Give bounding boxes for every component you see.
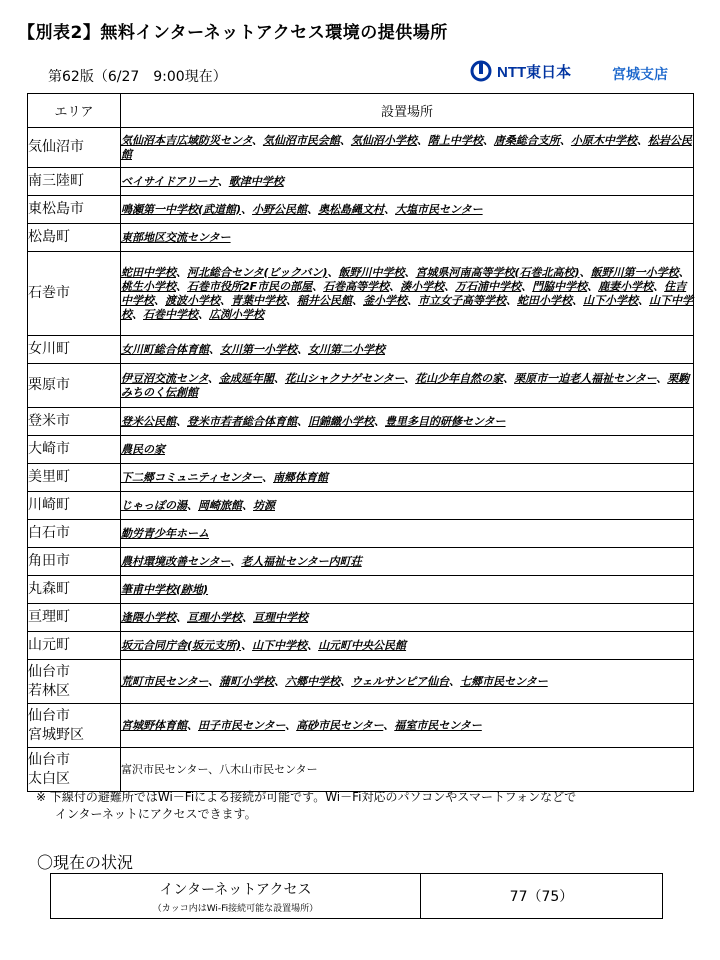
separator: 、	[339, 133, 351, 147]
place-name: 宮城県河南高等学校(石巻北高校)	[415, 265, 580, 279]
places-cell	[121, 632, 694, 660]
places-cell	[121, 576, 694, 604]
area-name: 登米市	[28, 413, 70, 429]
area-name: 大崎市	[28, 441, 70, 457]
separator: 、	[176, 414, 187, 428]
table-row	[28, 128, 694, 168]
separator: 、	[297, 342, 308, 356]
area-name: 気仙沼市	[28, 139, 84, 155]
place-name: 坊源	[253, 498, 275, 512]
place-name: 歌津中学校	[228, 174, 284, 188]
area-cell	[28, 436, 121, 464]
area-cell	[28, 464, 121, 492]
place-name: 稲井公民館	[297, 293, 352, 307]
place-name: 七郷市民センター	[460, 674, 548, 688]
area-cell	[28, 168, 121, 196]
places-cell	[121, 436, 694, 464]
places-cell	[121, 748, 694, 792]
separator: 、	[154, 293, 165, 307]
place-name: 登米公民館	[121, 414, 176, 428]
separator: 、	[230, 554, 242, 568]
place-name: 石巻中学校	[143, 307, 198, 321]
note-line-1: ※ 下線付の避難所ではWi－Fiによる接続が可能です。Wi－Fi対応のパソコンやスマートフォンなどで	[36, 790, 577, 804]
area-name: 宮城野区	[28, 726, 84, 743]
separator: 、	[404, 371, 416, 385]
table-row	[28, 748, 694, 792]
table-row	[28, 252, 694, 336]
places-cell	[121, 704, 694, 748]
separator: 、	[198, 307, 209, 321]
place-name: 下二郷コミュニティセンター	[121, 470, 263, 484]
place-name: 南郷体育館	[273, 470, 329, 484]
place-name: 市立女子高等学校	[418, 293, 506, 307]
place-name: 桃生小学校	[121, 279, 176, 293]
place-name: じゃっぽの湯	[121, 498, 187, 512]
separator: 、	[286, 293, 297, 307]
places-cell	[121, 336, 694, 364]
place-name: 気仙沼本吉広域防災センタ	[121, 133, 252, 147]
separator: 、	[209, 342, 220, 356]
place-name: 宮城野体育館	[121, 718, 187, 732]
area-name: 若林区	[28, 682, 70, 699]
area-cell	[28, 548, 121, 576]
separator: 、	[327, 265, 339, 279]
separator: 、	[636, 133, 648, 147]
separator: 、	[242, 610, 253, 624]
status-label-cell	[51, 874, 421, 919]
separator: 、	[678, 265, 690, 279]
separator: 、	[374, 414, 385, 428]
place-name: 豊里多目的研修センター	[385, 414, 506, 428]
place-name: 女川第一小学校	[220, 342, 297, 356]
area-name: 美里町	[28, 469, 70, 485]
table-row	[28, 632, 694, 660]
wifi-note	[36, 789, 576, 823]
separator: 、	[521, 279, 533, 293]
table-body	[28, 128, 694, 792]
place-name: 小野公民館	[252, 202, 308, 216]
separator: 、	[503, 371, 515, 385]
document-title: 【別表2】無料インターネットアクセス環境の提供場所	[18, 23, 448, 43]
place-name: 大塩市民センター	[395, 202, 483, 216]
separator: 、	[220, 293, 231, 307]
area-cell	[28, 128, 121, 168]
place-name: 山下小学校	[583, 293, 638, 307]
area-cell	[28, 224, 121, 252]
place-name: 唐桑総合支所	[493, 133, 560, 147]
places-column-header: 設置場所	[121, 94, 694, 128]
place-name: 鹿妻小学校	[598, 279, 654, 293]
place-name: 住吉中学校	[121, 279, 687, 307]
place-name: 山下中学校	[252, 638, 308, 652]
place-name: 亘理中学校	[253, 610, 308, 624]
area-cell	[28, 576, 121, 604]
area-name: 石巻市	[28, 285, 70, 301]
branch-label: 宮城支店	[612, 67, 668, 83]
table-row	[28, 408, 694, 436]
separator: 、	[559, 133, 571, 147]
place-name: 花山少年自然の家	[415, 371, 504, 385]
place-name: 河北総合センタ(ビックバン)	[187, 265, 328, 279]
separator: 、	[208, 674, 220, 688]
place-name: 花山シャクナゲセンター	[284, 371, 405, 385]
area-name: 丸森町	[28, 581, 70, 597]
note-line-2: インターネットにアクセスできます。	[55, 807, 257, 821]
area-name: 亘理町	[28, 609, 70, 625]
logo-text: NTT東日本	[497, 63, 572, 81]
place-name: 万石浦中学校	[455, 279, 522, 293]
place-name: 渡波小学校	[165, 293, 220, 307]
area-name: 川崎町	[28, 497, 70, 513]
places-cell	[121, 492, 694, 520]
area-name: 太白区	[28, 770, 70, 787]
place-name: 坂元合同庁舎(坂元支所)	[121, 638, 242, 652]
place-name: 田子市民センター	[198, 718, 286, 732]
place-name: 気仙沼小学校	[350, 133, 417, 147]
place-name: 山下中学校	[121, 293, 693, 321]
table-row	[28, 492, 694, 520]
separator: 、	[352, 293, 363, 307]
area-name: 仙台市	[28, 707, 70, 724]
separator: 、	[242, 498, 253, 512]
place-name: ウェルサンピア仙台	[351, 674, 450, 688]
separator: 、	[307, 638, 319, 652]
place-name: 老人福祉センター内町荘	[241, 554, 362, 568]
place-name: 釜小学校	[363, 293, 407, 307]
place-name: 勤労青少年ホーム	[121, 526, 209, 540]
area-name: 角田市	[28, 553, 70, 569]
area-name: 仙台市	[28, 663, 70, 680]
place-name: 東部地区交流センター	[121, 230, 231, 244]
area-cell	[28, 604, 121, 632]
places-cell	[121, 364, 694, 408]
place-name: 農民の家	[121, 442, 165, 456]
separator: 、	[579, 265, 591, 279]
status-row	[51, 874, 663, 919]
separator: 、	[572, 293, 583, 307]
area-name: 南三陸町	[28, 173, 84, 189]
place-name: 六郷中学校	[285, 674, 341, 688]
table-row	[28, 224, 694, 252]
place-name: 女川第二小学校	[308, 342, 385, 356]
place-name: 岡崎旅館	[198, 498, 242, 512]
place-name: 亘理小学校	[187, 610, 242, 624]
place-name: 蛇田中学校	[121, 265, 176, 279]
place-name: 小原木中学校	[570, 133, 637, 147]
separator: 、	[638, 293, 649, 307]
place-name: 登米市若者総合体育館	[187, 414, 297, 428]
area-cell	[28, 520, 121, 548]
place-name: 松岩公民館	[121, 133, 692, 161]
area-cell	[28, 196, 121, 224]
place-name: 福室市民センター	[394, 718, 482, 732]
places-cell	[121, 408, 694, 436]
separator: 、	[187, 718, 198, 732]
place-name: 青葉中学校	[231, 293, 286, 307]
separator: 、	[297, 414, 308, 428]
separator: 、	[653, 279, 665, 293]
status-sublabel: （カッコ内はWi-Fi接続可能な設置場所）	[152, 903, 319, 914]
separator: 、	[176, 610, 187, 624]
places-cell	[121, 252, 694, 336]
area-name: 栗原市	[28, 377, 70, 393]
separator: 、	[176, 265, 187, 279]
status-table	[50, 873, 663, 919]
area-cell	[28, 492, 121, 520]
area-cell	[28, 336, 121, 364]
places-cell	[121, 128, 694, 168]
separator: 、	[407, 293, 418, 307]
place-name: 広渕小学校	[209, 307, 264, 321]
place-name: 筆甫中学校(跡地)	[121, 582, 209, 596]
separator: 、	[208, 762, 220, 776]
table-row	[28, 604, 694, 632]
place-name: 栗原市一迫老人福祉センター	[514, 371, 657, 385]
places-cell	[121, 464, 694, 492]
table-header-row	[28, 94, 694, 128]
place-name: 気仙沼市民会館	[262, 133, 340, 147]
area-column-header: エリア	[28, 94, 121, 128]
area-cell	[28, 408, 121, 436]
place-name: 山元町中央公民館	[318, 638, 407, 652]
place-name: 旧錦織小学校	[308, 414, 374, 428]
table-row	[28, 520, 694, 548]
place-name: 蒲町小学校	[219, 674, 275, 688]
status-label: インターネットアクセス	[159, 881, 312, 898]
place-name: 伊豆沼交流センタ	[121, 371, 208, 385]
place-name: 鳴瀬第一中学校(武道館)	[121, 202, 242, 216]
status-value: 77（75）	[509, 889, 574, 905]
separator: 、	[262, 470, 274, 484]
area-cell	[28, 704, 121, 748]
area-cell	[28, 748, 121, 792]
places-cell	[121, 604, 694, 632]
separator: 、	[444, 279, 456, 293]
area-cell	[28, 660, 121, 704]
status-value-cell	[421, 874, 663, 919]
edition-label: 第62版（6/27 9:00現在）	[48, 69, 227, 85]
places-cell	[121, 660, 694, 704]
place-name: 女川町総合体育館	[121, 342, 209, 356]
place-name: 富沢市民センター	[121, 762, 209, 776]
separator: 、	[274, 674, 286, 688]
places-cell	[121, 224, 694, 252]
separator: 、	[251, 133, 263, 147]
separator: 、	[241, 202, 253, 216]
places-cell	[121, 548, 694, 576]
place-name: 門脇中学校	[532, 279, 588, 293]
place-name: ベイサイドアリーナ	[121, 174, 218, 188]
table-row	[28, 436, 694, 464]
area-name: 女川町	[28, 341, 70, 357]
place-name: 階上中学校	[427, 133, 483, 147]
place-name: 金成延年閣	[218, 371, 274, 385]
separator: 、	[207, 371, 219, 385]
area-name: 仙台市	[28, 751, 70, 768]
place-name: 農村環境改善センター	[121, 554, 231, 568]
locations-table	[27, 93, 694, 792]
separator: 、	[383, 718, 395, 732]
separator: 、	[656, 371, 668, 385]
separator: 、	[176, 279, 187, 293]
area-name: 東松島市	[28, 201, 84, 217]
table-row	[28, 336, 694, 364]
table-row	[28, 548, 694, 576]
area-cell	[28, 632, 121, 660]
place-name: 石巻市役所2F市民の部屋	[187, 279, 313, 293]
area-name: 松島町	[28, 229, 70, 245]
separator: 、	[587, 279, 599, 293]
place-name: 飯野川第一小学校	[590, 265, 679, 279]
separator: 、	[340, 674, 352, 688]
place-name: 湊小学校	[400, 279, 445, 293]
separator: 、	[416, 133, 428, 147]
separator: 、	[384, 202, 396, 216]
separator: 、	[217, 174, 229, 188]
separator: 、	[307, 202, 319, 216]
place-name: 八木山市民センター	[219, 762, 318, 776]
place-name: 石巻高等学校	[323, 279, 390, 293]
table-row	[28, 576, 694, 604]
places-cell	[121, 196, 694, 224]
separator: 、	[132, 307, 143, 321]
table-row	[28, 364, 694, 408]
separator: 、	[187, 498, 198, 512]
places-cell	[121, 520, 694, 548]
place-name: 蛇田小学校	[517, 293, 572, 307]
separator: 、	[449, 674, 461, 688]
area-name: 山元町	[28, 637, 70, 653]
place-name: 奥松島縄文村	[318, 202, 385, 216]
table-row	[28, 660, 694, 704]
table-row	[28, 196, 694, 224]
area-name: 白石市	[28, 525, 70, 541]
ntt-logo-icon	[470, 60, 492, 82]
ntt-logo	[470, 60, 571, 82]
separator: 、	[241, 638, 253, 652]
table-row	[28, 168, 694, 196]
separator: 、	[404, 265, 416, 279]
place-name: 飯野川中学校	[338, 265, 405, 279]
separator: 、	[312, 279, 324, 293]
places-cell	[121, 168, 694, 196]
separator: 、	[506, 293, 517, 307]
place-name: 高砂市民センター	[296, 718, 384, 732]
table-row	[28, 464, 694, 492]
status-heading: 〇現在の状況	[37, 853, 134, 872]
table-row	[28, 704, 694, 748]
separator: 、	[482, 133, 494, 147]
area-cell	[28, 364, 121, 408]
place-name: 栗駒みちのく伝創館	[121, 371, 690, 399]
area-cell	[28, 252, 121, 336]
separator: 、	[273, 371, 285, 385]
place-name: 逢隈小学校	[121, 610, 176, 624]
separator: 、	[389, 279, 401, 293]
place-name: 荒町市民センター	[121, 674, 209, 688]
separator: 、	[285, 718, 297, 732]
